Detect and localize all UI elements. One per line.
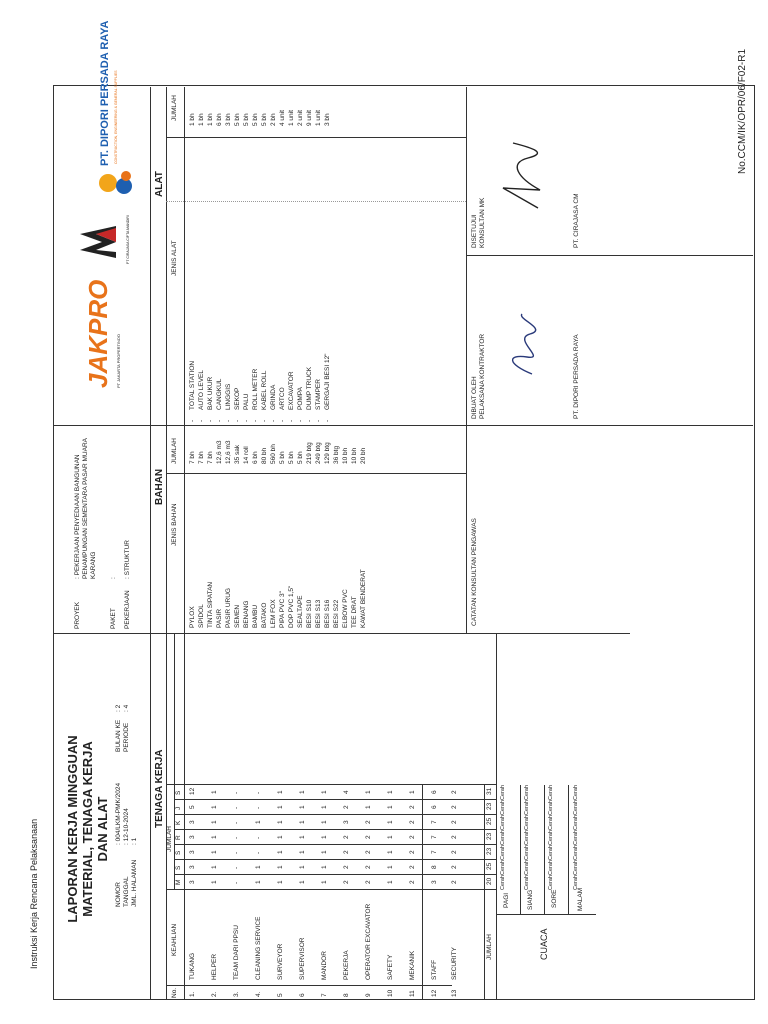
bahan-table: JENIS BAHAN JUMLAH PYLOX 7 bh SPIDOL 7 bh TINTA SIPATAN 7 bh PASIR 12,6 m3 PASIR URUG 12,6 m3 SEMEN 35 sak BENANG 14 roll BAMBU 6 bh BATAKO 80 bh LEM FOX 560 bh PIPA PVC 3" 5 bh DOP PVC 1,5" 5 bh SEALTAPE 5 bh BESI S10 219 btg BESI S13 249 btg BESI S16 129 btg BESI S22 36 btg ELBOW PVC 10 bh TEE DRAT 10 bh KAWAT BENDERAT 20 bh	[166, 426, 466, 634]
signature-consultant: DISETUJUI KONSULTAN MK PT. CIRAJASA CM	[472, 88, 742, 248]
weather-label: CUACA	[539, 928, 549, 960]
labor-table: No. KEAHLIAN JUMLAH M S S R K J S 1. TUKANG 3 3 3 3 3 5 12 2. HELPER 1 1 1 1 1 1 1 3. TEAM DARI PPSU - - - - - - - 4. CLEANING SERVICE 1 1 - - 1 - - 5 SURVEYOR 1 1 1 1 1 1 1 6 SUPERVISOR 1 1 1 1 1 1 1 7 MANDOR 1 1 1 1 1 1 1 8 PEKERJA 2 2 2 2 3 2 4 9 OPERATOR EXCAVATOR 2 2 2 2 2 1 1 10 SAFETY 1 1 1 1 1 1 1 11 MEKANIK 2 2 2 2 2 2 1 12 STAFF 3 8 7 7 7 6 6 13 SECURITY 2 2 2 2 2 2 2 JUMLAH 20 25 23 23 25 23 31 CUACA PAGI SIANG SORE MALAM Cerah Cerah Cerah Cerah Cerah Cerah Cerah Cerah Cerah Cerah Cerah Cerah Cerah Cerah Cerah Cerah Cerah Cerah Cerah Cerah Cerah Cerah Cerah Cerah Cerah Cerah Cerah Cerah	[166, 634, 596, 1000]
alat-table: JENIS ALAT JUMLAH - TOTAL STATION 1 bh - AUTO LEVEL 1 bh - BAK UKUR 1 bh - CANGKUL 6 bh - LINGGIS 3 bh - SEKOP 5 bh - PALU 5 bh - ROLL METER 5 bh - KABEL ROLL 5 bh - GRINDA 2 bh - ARTCO 4 unit - EXCAVATOR 1 unit - POMPA 2 unit - DUMP TRUCK 9 unit - STAMPER 1 unit - GERGAJI BESI 12" 3 bh	[166, 87, 466, 426]
document-page: No.CCM/IK/OPR/06/F02-R1 Instruksi Kerja Rencana Pelaksanaan LAPORAN KERJA MINGGUAN MATERIAL, TENAGA KERJA DAN ALAT NOMOR : 004/LKM-PMK/2024 TANGGAL : 12-10-2024 JML. HALAMAN : 1 BULAN KE : 2 PERIODE : 4 PROYEK : PEKERJAAN PENYEDIAAN BANGUNAN PENAMPUNGAN SEMENTARA PASAR MUARA KARANG PAKET : PEKERJAAN : STRUKTUR JAKPRO PT JAKARTA PROPERTINDO PT CIRAJASA CIPTA MANDIRI PT. DIPORI PERSADA RAYA CONSTRUCTION, ENGINEERING & GENERAL SUPPLIES TENAGA KERJA BAHAN ALAT No. KEAHLIAN JUMLAH M S S R K J S 1. TUKANG 3 3 3 3 3 5 12 2. HELPER 1 1 1 1 1 1 1 3. TEAM DARI PPSU - - - - - - - 4. CLEANING SERVICE 1 1 - - 1 - - 5 SURVEYOR 1 1 1 1 1 1 1 6 SUPERVISOR 1 1 1 1 1 1 1 7 MANDOR 1 1 1 1 1 1 1 8 PEKERJA 2 2 2 2 3 2 4 9 OPERATOR EXCAVATOR 2 2 2 2 2 1 1 10 SAFETY 1 1 1 1 1 1 1 11 MEKANIK 2 2 2 2 2 2 1 12 STAFF 3 8 7 7 7 6 6 13 SECURITY 2 2 2 2 2 2 2 JUMLAH 20 25 23 23 25 23 31 CUACA PAGI SIANG SORE MALAM Cerah Cerah Cerah Cerah Cerah Cerah Cerah Cerah Cerah Cerah Cerah Cerah Cerah Cerah Cerah Cerah Cerah Cerah Cerah Cerah Cerah Cerah Cerah Cerah Cerah Cerah Cerah Cerah JENIS BAHAN JUMLAH PYLOX 7 bh SPIDOL 7 bh TINTA SIPATAN 7 bh PASIR 12,6 m3 PASIR URUG 12,6 m3 SEMEN 35 sak BENANG 14 roll BAMBU 6 bh BATAKO 80 bh LEM FOX 560 bh PIPA PVC 3" 5 bh DOP PVC 1,5" 5 bh SEALTAPE 5 bh BESI S10 219 btg BESI S13 249 btg BESI S16 129 btg BESI S22 36 btg ELBOW PVC 10 bh TEE DRAT 10 bh KAWAT BENDERAT 20 bh JENIS ALAT JUMLAH - TOTAL STATION 1 bh - AUTO LEVEL 1 bh - BAK UKUR 1 bh - CANGKUL 6 bh - LINGGIS 3 bh - SEKOP 5 bh - PALU 5 bh - ROLL METER 5 bh - KABEL ROLL 5 bh - GRINDA 2 bh - ARTCO 4 unit - EXCAVATOR 1 unit - POMPA 2 unit - DUMP TRUCK 9 unit - STAMPER 1 unit - GERGAJI BESI 12" 3 bh CATATAN KONSULTAN PENGAWAS DIBUAT OLEH PELAKSANA KONTRAKTOR PT. DIPORI PERSADA RAYA DISETUJUI KONSULTAN MK PT. CIRAJASA CM	[0, 0, 768, 1024]
signature-icon	[502, 309, 542, 379]
catatan-label: CATATAN KONSULTAN PENGAWAS	[471, 518, 478, 626]
col-jenis-bahan: JENIS BAHAN	[171, 503, 178, 546]
labor-section-title: TENAGA KERJA	[154, 749, 165, 828]
cm-mark-icon	[72, 214, 124, 264]
col-jumlah-alat: JUMLAH	[171, 94, 178, 121]
col-keahlian: KEAHLIAN	[171, 923, 178, 956]
cm-logo: PT CIRAJASA CIPTA MANDIRI	[72, 214, 142, 264]
col-jumlah: JUMLAH	[166, 825, 173, 852]
weather-table: CUACA PAGI SIANG SORE MALAM	[496, 785, 596, 1000]
dipori-logo: PT. DIPORI PERSADA RAYA CONSTRUCTION, ENGINEERING & GENERAL SUPPLIES	[78, 88, 148, 198]
signature-contractor: DIBUAT OLEH PELAKSANA KONTRAKTOR PT. DIPORI PERSADA RAYA	[472, 259, 742, 419]
report-title: LAPORAN KERJA MINGGUAN MATERIAL, TENAGA KERJA DAN ALAT	[65, 735, 110, 923]
col-jenis-alat: JENIS ALAT	[171, 240, 178, 276]
signature-icon	[498, 138, 548, 218]
form-code: No.CCM/IK/OPR/06/F02-R1	[737, 48, 748, 174]
alat-section-title: ALAT	[154, 171, 165, 197]
jakpro-logo: JAKPRO PT JAKARTA PROPERTINDO	[83, 279, 121, 388]
dipori-mark-icon	[96, 168, 136, 198]
bahan-section-title: BAHAN	[154, 468, 165, 505]
weather-cells: Cerah Cerah Cerah Cerah Cerah Cerah Cerah Cerah Cerah Cerah Cerah Cerah Cerah Cerah Cerah Cerah Cerah Cerah Cerah Cerah Cerah Cerah Cerah Cerah Cerah Cerah Cerah Cerah	[500, 785, 579, 890]
side-note: Instruksi Kerja Rencana Pelaksanaan	[29, 818, 39, 969]
col-jumlah-bahan: JUMLAH	[171, 437, 178, 464]
project-info: PROYEK : PEKERJAAN PENYEDIAAN BANGUNAN PENAMPUNGAN SEMENTARA PASAR MUARA KARANG PAKET : PEKERJAAN : STRUKTUR	[74, 438, 131, 629]
col-no: No.	[171, 987, 178, 998]
